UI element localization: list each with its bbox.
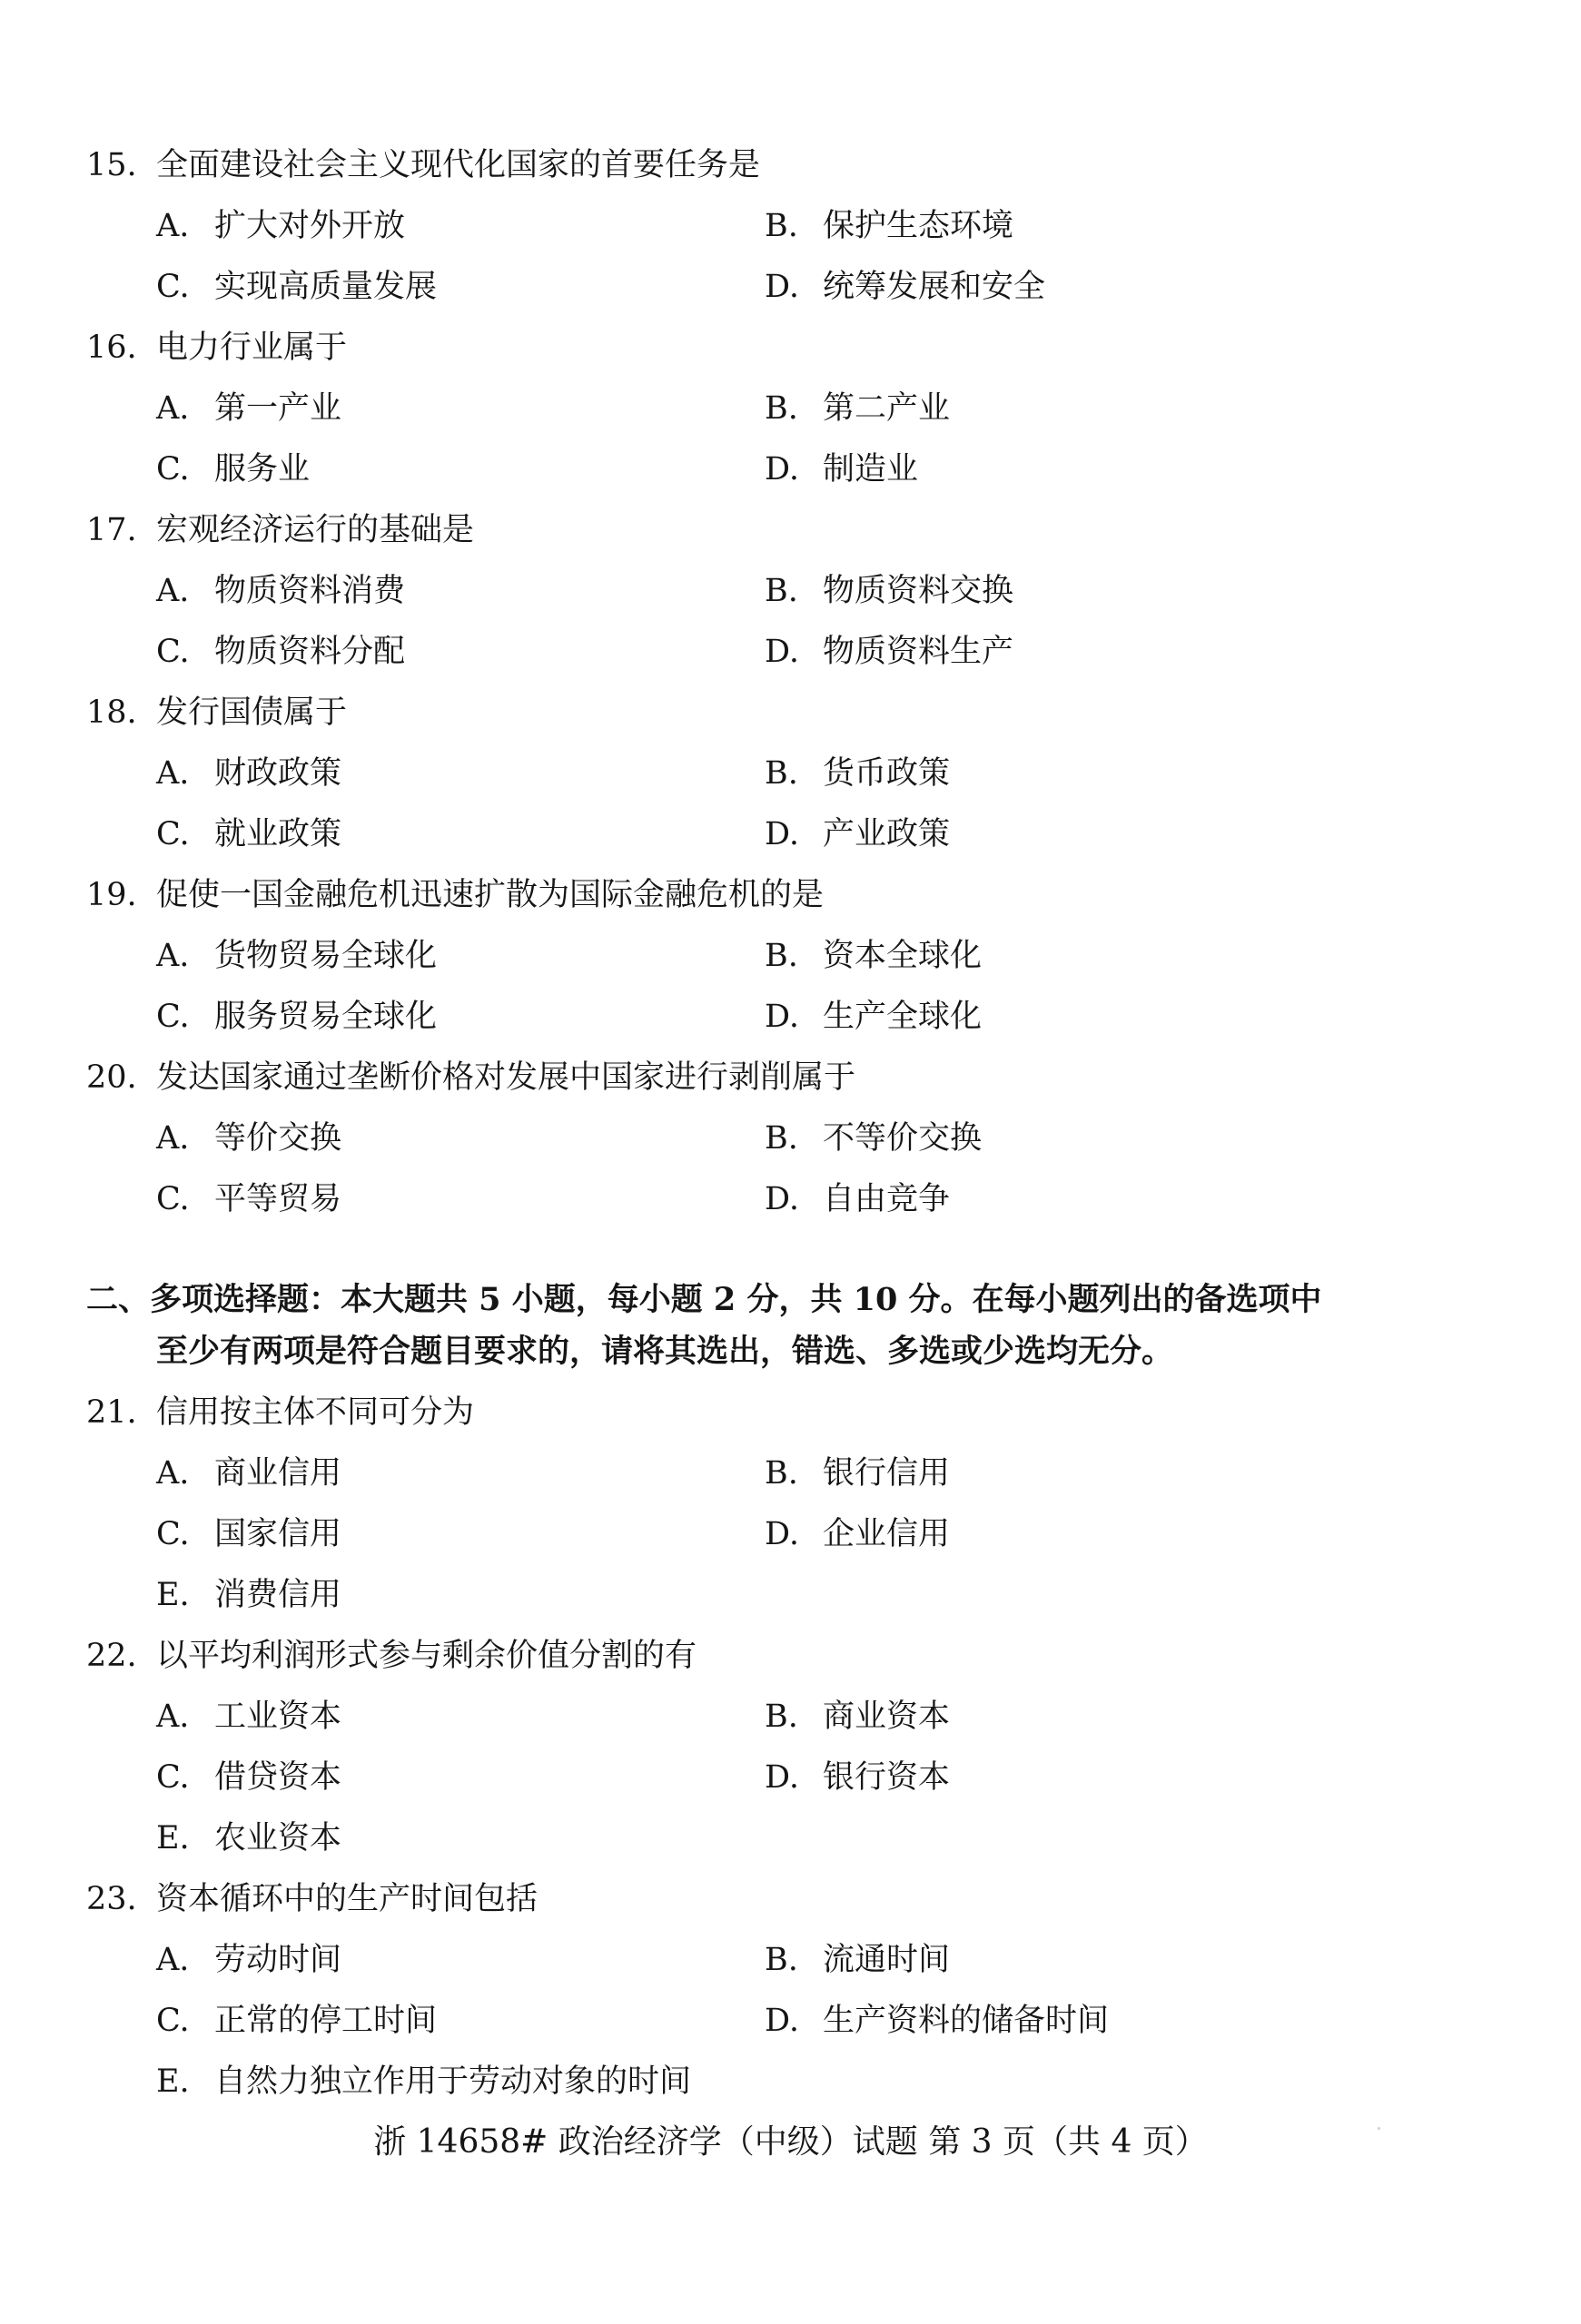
question-stem: 资本循环中的生产时间包括	[156, 1881, 539, 1917]
option-c: C. 服务贸易全球化	[156, 999, 438, 1035]
option-d: D. 生产资料的储备时间	[765, 2003, 1110, 2039]
question-stem: 以平均利润形式参与剩余价值分割的有	[156, 1638, 697, 1674]
option-d: D. 企业信用	[765, 1516, 951, 1552]
option-c: C. 正常的停工时间	[156, 2003, 438, 2039]
question-stem: 发行国债属于	[156, 694, 348, 731]
option-e: E. 自然力独立作用于劳动对象的时间	[156, 2063, 692, 2100]
option-b: B. 物质资料交换	[765, 573, 1014, 609]
option-a: A. 扩大对外开放	[156, 208, 406, 244]
question-number: 16.	[86, 330, 137, 366]
option-d: D. 制造业	[765, 451, 919, 487]
option-e: E. 农业资本	[156, 1820, 342, 1856]
option-c: C. 借贷资本	[156, 1759, 342, 1796]
option-a: A. 货物贸易全球化	[156, 938, 438, 974]
page-footer: 浙 14658# 政治经济学（中级）试题 第 3 页（共 4 页）	[373, 2123, 1208, 2161]
option-b: B. 保护生态环境	[765, 208, 1014, 244]
option-d: D. 产业政策	[765, 816, 951, 852]
option-a: A. 第一产业	[156, 390, 342, 427]
question-stem: 全面建设社会主义现代化国家的首要任务是	[156, 147, 761, 183]
option-b: B. 流通时间	[765, 1942, 951, 1978]
scan-speck	[1378, 2127, 1380, 2130]
option-d: D. 自由竞争	[765, 1181, 951, 1217]
question-number: 17.	[86, 512, 137, 548]
option-b: B. 货币政策	[765, 755, 951, 792]
option-a: A. 等价交换	[156, 1120, 342, 1157]
option-d: D. 生产全球化	[765, 999, 983, 1035]
question-stem: 发达国家通过垄断价格对发展中国家进行剥削属于	[156, 1059, 856, 1096]
option-e: E. 消费信用	[156, 1577, 342, 1613]
option-c: C. 实现高质量发展	[156, 269, 438, 305]
option-b: B. 不等价交换	[765, 1120, 983, 1157]
section-instructions: 至少有两项是符合题目要求的，请将其选出，错选、多选或少选均无分。	[156, 1333, 1174, 1370]
option-b: B. 资本全球化	[765, 938, 983, 974]
question-stem: 促使一国金融危机迅速扩散为国际金融危机的是	[156, 877, 825, 913]
option-c: C. 就业政策	[156, 816, 342, 852]
option-d: D. 银行资本	[765, 1759, 951, 1796]
option-a: A. 商业信用	[156, 1455, 342, 1492]
question-number: 22.	[86, 1638, 137, 1674]
option-a: A. 物质资料消费	[156, 573, 406, 609]
option-a: A. 财政政策	[156, 755, 342, 792]
option-a: A. 工业资本	[156, 1699, 342, 1735]
option-b: B. 银行信用	[765, 1455, 951, 1492]
option-a: A. 劳动时间	[156, 1942, 342, 1978]
question-stem: 电力行业属于	[156, 330, 348, 366]
option-d: D. 物质资料生产	[765, 634, 1014, 670]
option-c: C. 物质资料分配	[156, 634, 406, 670]
question-number: 21.	[86, 1394, 137, 1431]
question-number: 23.	[86, 1881, 137, 1917]
question-number: 15.	[86, 147, 137, 183]
question-number: 19.	[86, 877, 137, 913]
option-b: B. 第二产业	[765, 390, 951, 427]
section-heading: 二、多项选择题：本大题共 5 小题，每小题 2 分，共 10 分。在每小题列出的备选项中	[86, 1281, 1322, 1318]
option-b: B. 商业资本	[765, 1699, 951, 1735]
option-d: D. 统筹发展和安全	[765, 269, 1046, 305]
option-c: C. 服务业	[156, 451, 311, 487]
option-c: C. 平等贸易	[156, 1181, 342, 1217]
option-c: C. 国家信用	[156, 1516, 342, 1552]
question-stem: 宏观经济运行的基础是	[156, 512, 475, 548]
question-number: 20.	[86, 1059, 137, 1096]
question-stem: 信用按主体不同可分为	[156, 1394, 475, 1431]
question-number: 18.	[86, 694, 137, 731]
